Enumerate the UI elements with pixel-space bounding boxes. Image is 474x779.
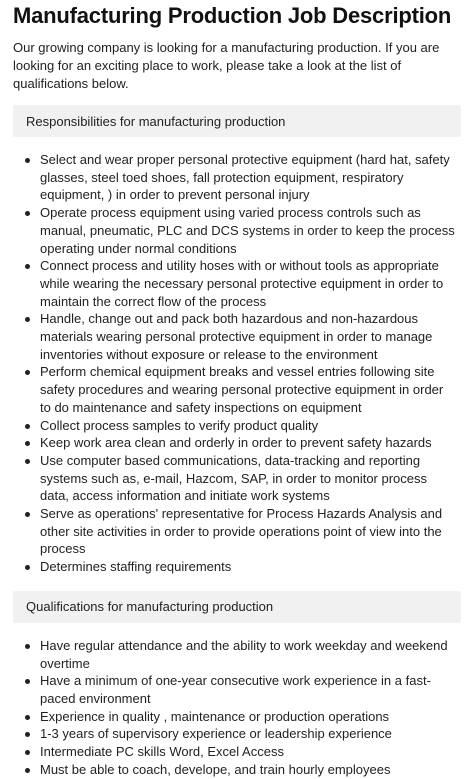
- list-item-text: Collect process samples to verify product quality: [40, 417, 319, 433]
- list-item-text: Use computer based communications, data-tracking and reporting systems such as, e-mail, Hazcom, SAP, in order to monitor process data, access information and initiate work systems: [40, 452, 428, 504]
- bullet-icon: [25, 158, 30, 163]
- list-item: [13, 363, 461, 416]
- list-item-text: Perform chemical equipment breaks and vessel entries following site safety procedures and wearing personal protective equipment in order to do maintenance and safety inspections on equipment: [40, 364, 444, 415]
- list-item-text: Experience in quality , maintenance or production operations: [40, 708, 390, 724]
- page-title: Manufacturing Production Job Description: [13, 3, 452, 28]
- qualifications-heading-text: Qualifications for manufacturing production: [26, 599, 274, 615]
- bullet-icon: [25, 732, 30, 737]
- list-item: [13, 505, 461, 558]
- list-item-text: 1-3 years of supervisory experience or leadership experience: [40, 726, 392, 742]
- list-item: [13, 672, 461, 707]
- bullet-icon: [25, 565, 30, 570]
- bullet-icon: [25, 424, 30, 429]
- list-item-text: Intermediate PC skills Word, Excel Access: [40, 744, 284, 760]
- list-item: [13, 761, 461, 779]
- list-item: [13, 725, 461, 743]
- bullet-icon: [25, 459, 30, 464]
- bullet-icon: [25, 644, 30, 649]
- list-item: [13, 151, 461, 204]
- bullet-icon: [25, 441, 30, 446]
- bullet-icon: [25, 750, 30, 755]
- bullet-icon: [25, 768, 30, 773]
- qualifications-list: [13, 637, 461, 779]
- bullet-icon: [25, 512, 30, 517]
- responsibilities-heading-text: Responsibilities for manufacturing production: [26, 113, 286, 129]
- bullet-icon: [25, 211, 30, 216]
- intro-paragraph: Our growing company is looking for a manufacturing production. If you are looking for an exciting place to work, please take a look at the list of qualifications below.: [13, 40, 440, 91]
- list-item-text: Serve as operations' representative for Process Hazards Analysis and other site activities in order to provide operations point of view into the process: [40, 506, 443, 557]
- list-item: [13, 310, 461, 363]
- list-item-text: Have a minimum of one-year consecutive work experience in a fast-paced environment: [40, 673, 431, 706]
- bullet-icon: [25, 264, 30, 269]
- list-item: [13, 204, 461, 257]
- bullet-icon: [25, 715, 30, 720]
- list-item-text: Handle, change out and pack both hazardous and non-hazardous materials wearing personal protective equipment in order to manage inventories without exposure or release to the environment: [40, 311, 433, 362]
- list-item: [13, 417, 461, 435]
- bullet-icon: [25, 679, 30, 684]
- list-item: [13, 637, 461, 672]
- list-item: [13, 452, 461, 505]
- list-item-text: Determines staffing requirements: [40, 559, 232, 575]
- list-item-text: Have regular attendance and the ability to work weekday and weekend overtime: [40, 637, 448, 671]
- list-item: [13, 708, 461, 726]
- list-item-text: Operate process equipment using varied process controls such as manual, pneumatic, PLC and DCS systems in order to keep the process operating under normal conditions: [40, 205, 455, 256]
- list-item: [13, 558, 461, 576]
- responsibilities-heading: [13, 105, 461, 137]
- bullet-icon: [25, 317, 30, 322]
- list-item: [13, 743, 461, 761]
- qualifications-heading: [13, 591, 461, 623]
- list-item-text: Connect process and utility hoses with or without tools as appropriate while wearing the necessary personal protective equipment in order to maintain the correct flow of the process: [40, 258, 444, 309]
- list-item: [13, 257, 461, 310]
- list-item-text: Keep work area clean and orderly in order to prevent safety hazards: [40, 435, 432, 451]
- list-item-text: Select and wear proper personal protective equipment (hard hat, safety glasses, steel toed shoes, fall protection equipment, respiratory equipment, ) in order to prevent personal injury: [40, 152, 450, 203]
- list-item: [13, 434, 461, 452]
- list-item-text: Must be able to coach, develope, and train hourly employees: [40, 761, 391, 777]
- responsibilities-list: [13, 151, 461, 576]
- bullet-icon: [25, 370, 30, 375]
